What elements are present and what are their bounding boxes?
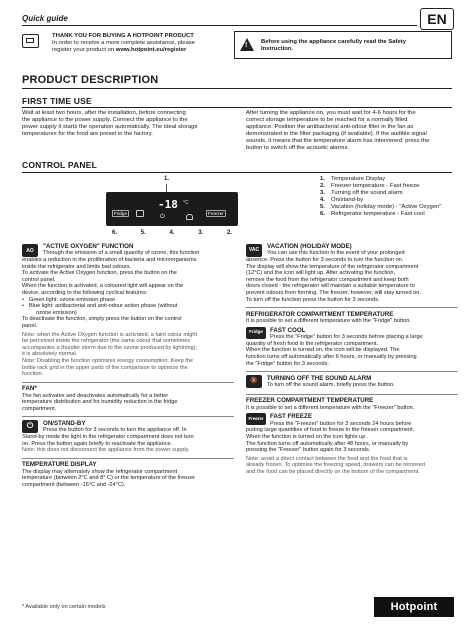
fan-line: temperature distribution and for humidity reduction in the fridge <box>22 399 178 406</box>
register-link[interactable]: www.hotpoint.eu/register <box>115 46 187 53</box>
vacation-line: (12°C) and the icon will light up. After activating the function, <box>246 270 395 277</box>
fast-cool-line: function turns off automatically after 6 hours, or manually by pressing <box>246 353 417 360</box>
fast-freeze-note: and the food can be placed directly on the bottom of the compartment. <box>246 468 420 475</box>
vacation-line: You can use this function in the event of your prolonged <box>267 250 405 257</box>
legend-text: Vacation (holiday mode) - "Active Oxygen" <box>331 203 442 210</box>
first-time-right-line: correct storage temperature to be reached for a normally filled <box>246 116 408 123</box>
thanks-block <box>52 33 232 54</box>
fast-cool-line: When the function is turned on, the icon will be displayed. The <box>246 347 400 354</box>
first-time-rule <box>22 107 452 108</box>
active-oxygen-title: "ACTIVE OXYGEN" FUNCTION <box>43 243 134 250</box>
register-icon <box>22 34 39 48</box>
fast-freeze-note: Note: avoid a direct contact between the food and the food that is <box>246 455 408 462</box>
onstandby-line: Stand-by mode the light in the refrigerator compartment does not turn <box>22 434 194 441</box>
panel-marker-2: 2. <box>226 230 232 236</box>
active-oxygen-line: inside the refrigerator and limits bad odours. <box>22 263 132 270</box>
first-time-right-line: appliance. Position the antibacterial anti-odour filter in the fan as <box>246 123 414 130</box>
vacation-title: VACATION (HOLIDAY MODE) <box>267 243 352 250</box>
sound-alarm-line: To turn off the sound alarm, briefly press the button. <box>267 382 395 389</box>
thanks-line-2: register your product on <box>52 46 116 53</box>
quick-guide-label: Quick guide <box>22 14 68 23</box>
onstandby-note: Note: this does not disconnect the appliance from the power supply. <box>22 447 190 454</box>
active-oxygen-bullets <box>22 297 234 310</box>
fast-freeze-title: FAST FREEZE <box>270 413 312 421</box>
fridge-temp-line: It is possible to set a different temperature with the "Fridge" button. <box>246 318 411 325</box>
onstandby-icon: ⏻ <box>22 420 38 433</box>
active-oxygen-note: Note: Disabling the function optimizes energy consumption. Keep the <box>22 357 194 364</box>
onstandby-button-icon[interactable]: ⏻ <box>160 214 165 220</box>
first-time-left-line: Wait at least two hours, after the installation, before connecting <box>22 110 186 116</box>
product-description-rule <box>22 88 452 89</box>
legend-item <box>320 176 460 183</box>
first-time-left <box>22 110 232 138</box>
legend-num: 1. <box>320 176 325 182</box>
active-oxygen-line: Through the emission of a small quantity of ozone, this function <box>43 250 200 257</box>
thanks-title: THANK YOU FOR BUYING A HOTPOINT PRODUCT <box>52 33 194 39</box>
active-oxygen-note: accompanies a thunder storm due to the ozone produced by lightning); <box>22 344 198 351</box>
active-oxygen-deact: panel. <box>22 322 38 329</box>
fridge-icon: Fridge <box>246 327 266 339</box>
active-oxygen-deact: To deactivate the function, simply press the button on the control <box>22 316 182 323</box>
legend-num: 5. <box>320 203 325 210</box>
freezer-button[interactable]: Freezer <box>208 211 224 216</box>
warning-line-1: Before using the appliance carefully read the Safety <box>261 39 407 45</box>
vacation-line: prevent odours from forming. The freezer, however, will stay turned on. <box>246 289 421 296</box>
legend-text: Turning off the sound alarm <box>331 189 403 196</box>
temperature-unit: °C <box>183 200 189 206</box>
first-time-right-line: demonstrated in the filter packaging (if available). If the audible signal <box>246 130 427 137</box>
fast-freeze-note: already frozen. To optimise the freezing speed, drawers can be removed <box>246 462 425 469</box>
fridge-temp-title: REFRIGERATOR COMPARTMENT TEMPERATURE <box>246 310 394 318</box>
fast-freeze-line: The function turns off automatically after 48 hours, or manually by <box>246 440 409 447</box>
left-column <box>22 243 234 489</box>
fast-cool-line: the "Fridge" button for 3 seconds. <box>246 360 329 367</box>
active-oxygen-icon: AO <box>22 244 38 257</box>
legend-text: Temperature Display <box>331 176 386 182</box>
active-oxygen-line: To activate the Active Oxygen function, press the button on the <box>22 270 177 277</box>
temperature-display: -18 <box>158 198 178 211</box>
vacation-line: To turn off the function press the button for 3 seconds. <box>246 296 380 303</box>
legend-num: 2. <box>320 182 325 189</box>
onstandby-title: ON/STAND-BY <box>43 420 86 428</box>
header-rule <box>22 25 417 26</box>
warning-mark: ! <box>245 42 248 49</box>
control-panel-legend <box>320 176 460 217</box>
active-oxygen-note: Note: when the Active Oxygen function is activated, a faint odour might <box>22 331 198 338</box>
divider <box>246 307 458 308</box>
legend-text: On/stand-by <box>331 196 364 203</box>
vacation-line: doors closed - the refrigerator will maintain a suitable temperature to <box>246 283 415 290</box>
legend-item <box>320 190 460 197</box>
legend-item <box>320 197 460 204</box>
active-oxygen-button-icon[interactable] <box>136 210 144 217</box>
hotpoint-logo: Hotpoint <box>374 597 454 617</box>
control-panel-image <box>106 192 238 226</box>
active-oxygen-note: bottle rack grid in the upper parts of the comparison to optimize the <box>22 364 188 371</box>
active-oxygen-line: control panel. <box>22 276 56 283</box>
active-oxygen-note: it is absolutely normal. <box>22 351 78 358</box>
legend-item <box>320 183 460 190</box>
fast-freeze-line: Press the "Freezer" button for 3 seconds 24 hours before <box>270 420 412 427</box>
fast-cool-title: FAST COOL <box>270 326 306 334</box>
temp-display-line: compartment (between -16°C and -24°C). <box>22 482 126 489</box>
divider <box>22 416 234 417</box>
legend-num: 4. <box>320 196 325 203</box>
freezer-temp-title: FREEZER COMPARTMENT TEMPERATURE <box>246 397 374 405</box>
fast-cool-line: Press the "Fridge" button for 3 seconds before placing a large <box>270 334 423 341</box>
control-panel-title: CONTROL PANEL <box>22 160 98 170</box>
fast-freeze-line: pressing the "Freezer" button again for 3 seconds. <box>246 447 371 454</box>
fan-line: compartment. <box>22 405 57 412</box>
thanks-line-1: In order to receive a more complete assistance, please <box>52 39 196 46</box>
sound-alarm-title: TURNING OFF THE SOUND ALARM <box>267 374 372 382</box>
legend-num: 6. <box>320 210 325 217</box>
legend-text: Freezer temperature - Fast freeze <box>331 182 420 189</box>
bullet-item: • Blue light: antibacterial and anti-odour action phase (without <box>22 303 234 310</box>
fan-line: The fan activates and deactivates automatically for a better <box>22 392 169 399</box>
freezer-icon: Freezer <box>246 413 266 425</box>
first-time-left-line: power supply it starts the operation automatically. The ideal storage <box>22 123 198 130</box>
panel-bottom-markers <box>112 230 232 236</box>
freezer-temp-line: It is possible to set a different temperature with the "Freezer" button. <box>246 404 415 411</box>
divider <box>22 382 234 383</box>
product-description-title: PRODUCT DESCRIPTION <box>22 74 159 86</box>
temp-display-title: TEMPERATURE DISPLAY <box>22 461 97 469</box>
panel-marker-5: 5. <box>140 230 146 236</box>
active-oxygen-line: device, according to the following cyclical features: <box>22 289 148 296</box>
right-column <box>246 243 458 475</box>
first-time-left-line: temperatures for the food are preset in the factory. <box>22 130 153 137</box>
first-time-right-line: After turning the appliance on, you must wait for 4-6 hours for the <box>246 110 416 116</box>
bullet-item: • Green light: ozone emission phase <box>22 297 234 304</box>
vacation-line: absence. Press the button for 3 seconds to turn the function on. <box>246 257 404 263</box>
first-time-right-line: sounds, it means that the temperature alarm has intervened: press the <box>246 137 430 144</box>
fast-freeze-line: putting large quantities of food to freeze in the freezer compartment. <box>246 427 415 434</box>
sound-alarm-button-icon[interactable] <box>186 214 193 220</box>
warning-box <box>234 31 452 59</box>
divider <box>22 458 234 459</box>
first-time-right <box>246 110 456 151</box>
vacation-line: The display will show the temperature of the refrigerator compartment <box>246 263 419 270</box>
legend-item <box>320 211 460 218</box>
legend-num: 3. <box>320 189 325 196</box>
active-oxygen-note: be perceived inside the refrigerator (the same odour that sometimes <box>22 338 191 345</box>
fast-cool-line: quantity of fresh food in the refrigerator compartment. <box>246 340 379 347</box>
bell-off-icon: 🔕 <box>246 375 262 388</box>
language-badge: EN <box>420 8 454 30</box>
panel-marker-1: 1. <box>164 176 170 182</box>
first-time-title: FIRST TIME USE <box>22 96 92 106</box>
active-oxygen-note: function. <box>22 371 44 378</box>
control-panel-rule <box>22 172 452 173</box>
warning-line-2: Instruction. <box>261 45 294 52</box>
active-oxygen-line: enables a reduction in the proliferation of bacteria and microorganisms <box>22 257 197 263</box>
first-time-right-line: button to switch off the acoustic alarms. <box>246 144 350 151</box>
vacation-icon: VAC <box>246 244 262 257</box>
onstandby-line: on. Press the button again briefly to reactivate the appliance. <box>22 440 173 447</box>
divider <box>246 371 458 372</box>
first-time-left-line: the appliance to the power supply. Connect the appliance to the <box>22 116 188 123</box>
temp-display-line: The display may alternately show the refrigerator compartment <box>22 468 178 475</box>
active-oxygen-line: When the function is activated, a coloured light will appear on the <box>22 283 184 290</box>
legend-text: Refrigerator temperature - Fast cool <box>331 210 425 217</box>
fridge-button[interactable]: Fridge <box>114 211 128 216</box>
fast-freeze-line: When the function is turned on the icon lights up . <box>246 433 369 440</box>
fan-title: FAN* <box>22 385 37 393</box>
divider <box>246 394 458 395</box>
footer-note: * Available only on certain models <box>22 604 106 610</box>
legend-item <box>320 204 460 211</box>
onstandby-line: Press the button for 3 seconds to turn the appliance off. In <box>43 427 187 434</box>
bullet-item-cont: ozone emission) <box>36 309 77 316</box>
temp-display-line: temperature (between 2°C and 8° C) or the temperature of the freezer <box>22 475 195 482</box>
panel-marker-4: 4. <box>169 230 175 236</box>
vacation-line: remove the food from the refrigerator compartment and keep both <box>246 276 409 283</box>
panel-marker-3: 3. <box>198 230 204 236</box>
panel-marker-6: 6. <box>112 230 118 236</box>
